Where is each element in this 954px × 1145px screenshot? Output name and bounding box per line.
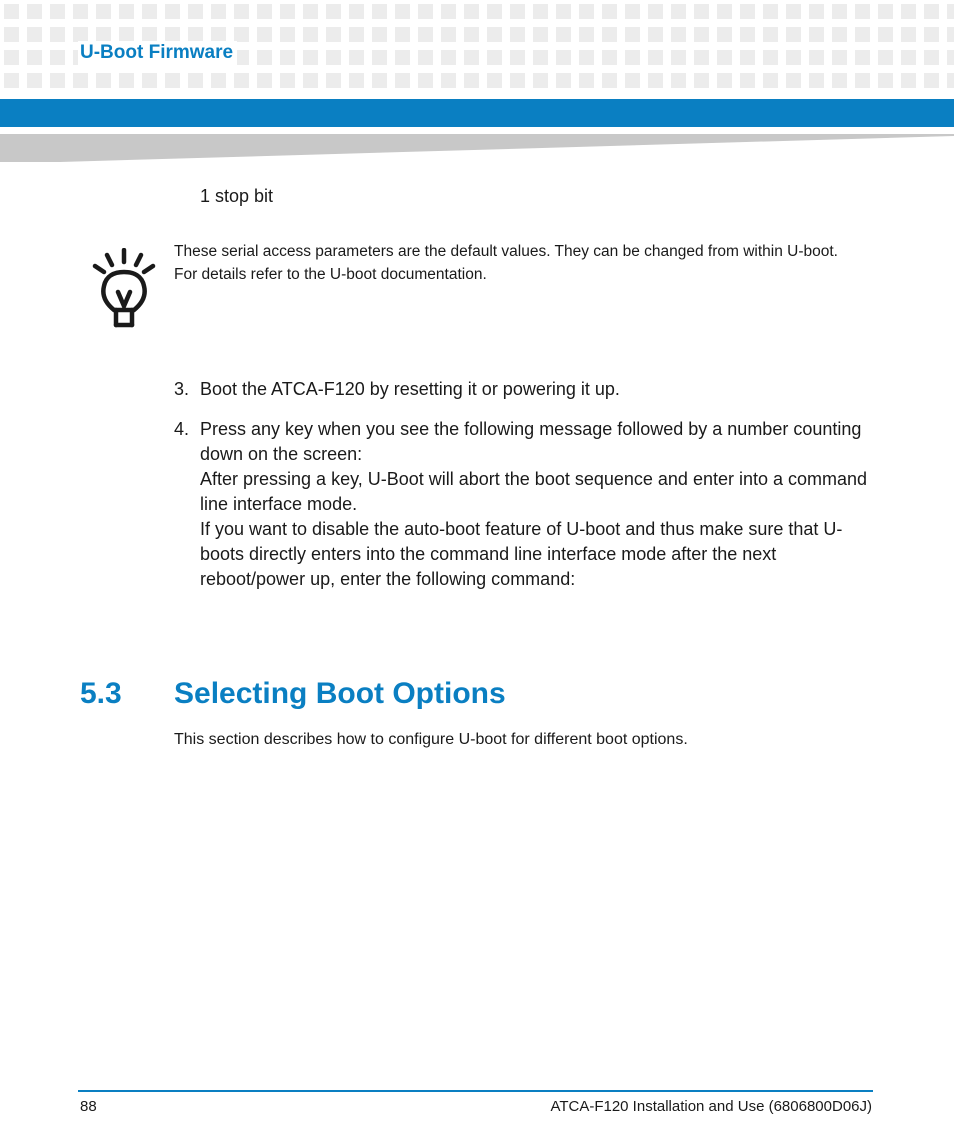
note-text: These serial access parameters are the default values. They can be changed from within U-boot. For details refer to the U-boot documentation. <box>174 243 838 283</box>
step-text: Press any key when you see the following message followed by a number counting down on the screen: <box>200 419 862 464</box>
step-text: Boot the ATCA-F120 by resetting it or powering it up. <box>200 379 620 399</box>
lightbulb-icon <box>92 248 156 337</box>
page-number: 88 <box>80 1098 97 1115</box>
section-number: 5.3 <box>80 677 122 710</box>
header-gray-wedge <box>0 130 954 164</box>
footer-rule <box>78 1090 873 1092</box>
step-number: 3. <box>174 379 190 399</box>
step-text: If you want to disable the auto-boot feature of U-boot and thus make sure that U-boots directly enters into the command line interface mode after the next reboot/power up, enter the following command: <box>200 519 843 589</box>
header-blue-bar <box>0 99 954 127</box>
section-heading <box>80 674 506 714</box>
list-item-step-4 <box>174 417 874 592</box>
section-description: This section describes how to configure U-boot for different boot options. <box>174 731 688 748</box>
running-header-title: U-Boot Firmware <box>78 41 237 65</box>
section-title: Selecting Boot Options <box>174 677 506 710</box>
document-title: ATCA-F120 Installation and Use (6806800D06J) <box>550 1098 872 1115</box>
list-item-step-3 <box>174 377 874 402</box>
step-number: 4. <box>174 419 190 439</box>
intro-line: 1 stop bit <box>200 186 274 206</box>
step-text: After pressing a key, U-Boot will abort the boot sequence and enter into a command line interface mode. <box>200 469 868 514</box>
